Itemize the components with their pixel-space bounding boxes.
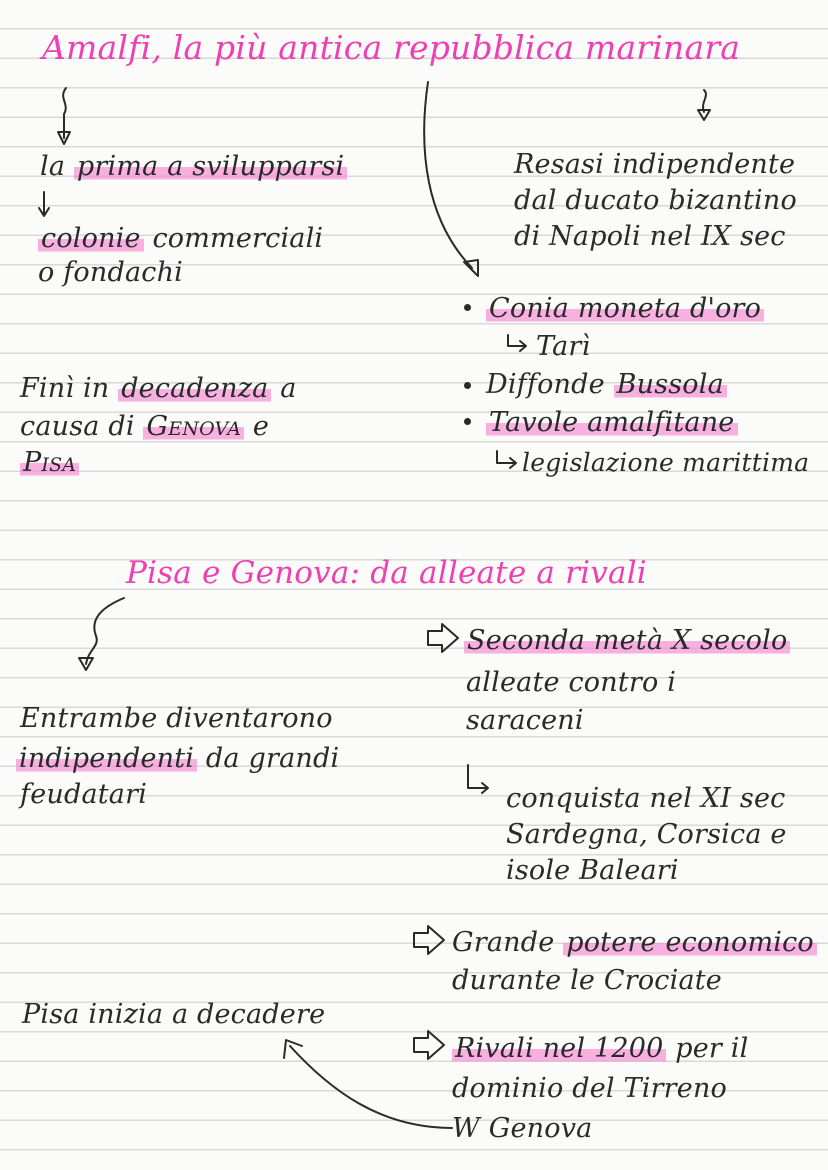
- hollow-arrow-icon: [414, 926, 444, 954]
- highlight-text: Pisa: [20, 447, 79, 478]
- text: causa di: [20, 411, 144, 442]
- note-fine-decadenza: [20, 372, 297, 406]
- highlight-text: Conia moneta d'oro: [486, 293, 764, 324]
- highlight-text: colonie: [38, 223, 144, 254]
- note-grande-potere: [452, 926, 817, 960]
- arrow-down-icon: [39, 192, 49, 216]
- text: da grandi: [197, 743, 340, 774]
- note-pisa: [20, 446, 79, 480]
- return-arrow-icon: [508, 335, 526, 351]
- note-feudatari: feudatari: [20, 779, 148, 810]
- text: Diffonde: [486, 369, 614, 400]
- text: commerciali: [143, 223, 324, 254]
- hollow-arrow-icon: [428, 624, 458, 652]
- note-tari: Tarì: [536, 331, 591, 362]
- bullet-icon: [464, 382, 471, 389]
- note-fondachi: o fondachi: [38, 257, 184, 288]
- highlight-text: Tavole amalfitane: [486, 407, 738, 438]
- highlight-text: Genova: [143, 411, 244, 442]
- highlight-text: potere economico: [563, 927, 817, 958]
- note-resasi-2: dal ducato bizantino: [514, 185, 797, 216]
- note-resasi-1: Resasi indipendente: [514, 149, 796, 180]
- highlight-text: prima a svilupparsi: [74, 151, 347, 182]
- arrow-down-icon: [58, 88, 70, 144]
- highlight-text: decadenza: [118, 373, 271, 404]
- text: Grande: [452, 927, 564, 958]
- note-conquista: conquista nel XI sec: [506, 783, 786, 814]
- note-conia: [486, 292, 764, 326]
- note-bussola: [486, 368, 727, 402]
- note-pisa-decade: Pisa inizia a decadere: [22, 999, 326, 1030]
- note-saraceni: saraceni: [466, 705, 584, 736]
- note-causa-genova: [20, 410, 269, 444]
- return-arrow-icon: [468, 765, 488, 793]
- amalfi-title: Amalfi, la più antica repubblica marinara: [42, 28, 741, 67]
- highlight-text: Bussola: [614, 369, 727, 400]
- curved-arrow-icon: [284, 1040, 452, 1128]
- arrow-down-icon: [698, 90, 710, 120]
- note-legislazione: legislazione marittima: [522, 448, 810, 477]
- note-tavole: [486, 406, 738, 440]
- note-indipendenti: [16, 742, 339, 776]
- note-w-genova: W Genova: [452, 1113, 593, 1144]
- note-resasi-3: di Napoli nel IX sec: [514, 221, 786, 252]
- text: per il: [666, 1033, 749, 1064]
- note-seconda-meta: [464, 624, 790, 658]
- bullet-icon: [464, 304, 471, 311]
- highlight-text: Seconda metà X secolo: [464, 625, 790, 656]
- text: la: [40, 151, 74, 182]
- note-crociate: durante le Crociate: [452, 965, 722, 996]
- text: e: [244, 411, 270, 442]
- note-colonie: [38, 222, 323, 256]
- text: a: [271, 373, 297, 404]
- highlight-text: Rivali nel 1200: [452, 1033, 666, 1064]
- note-sardegna: Sardegna, Corsica e: [506, 819, 787, 850]
- note-alleate: alleate contro i: [466, 667, 677, 698]
- text: Finì in: [20, 373, 119, 404]
- note-rivali: [452, 1032, 748, 1066]
- note-baleari: isole Baleari: [506, 855, 679, 886]
- note-la-prima: [40, 150, 347, 184]
- hollow-arrow-icon: [414, 1031, 444, 1059]
- note-entrambe: Entrambe diventarono: [20, 703, 333, 734]
- highlight-text: indipendenti: [16, 743, 197, 774]
- return-arrow-icon: [497, 451, 516, 468]
- curved-arrow-icon: [424, 82, 478, 276]
- curved-arrow-icon: [79, 598, 124, 670]
- bullet-icon: [464, 418, 471, 425]
- note-tirreno: dominio del Tirreno: [452, 1073, 727, 1104]
- pisa-genova-title: Pisa e Genova: da alleate a rivali: [126, 555, 647, 591]
